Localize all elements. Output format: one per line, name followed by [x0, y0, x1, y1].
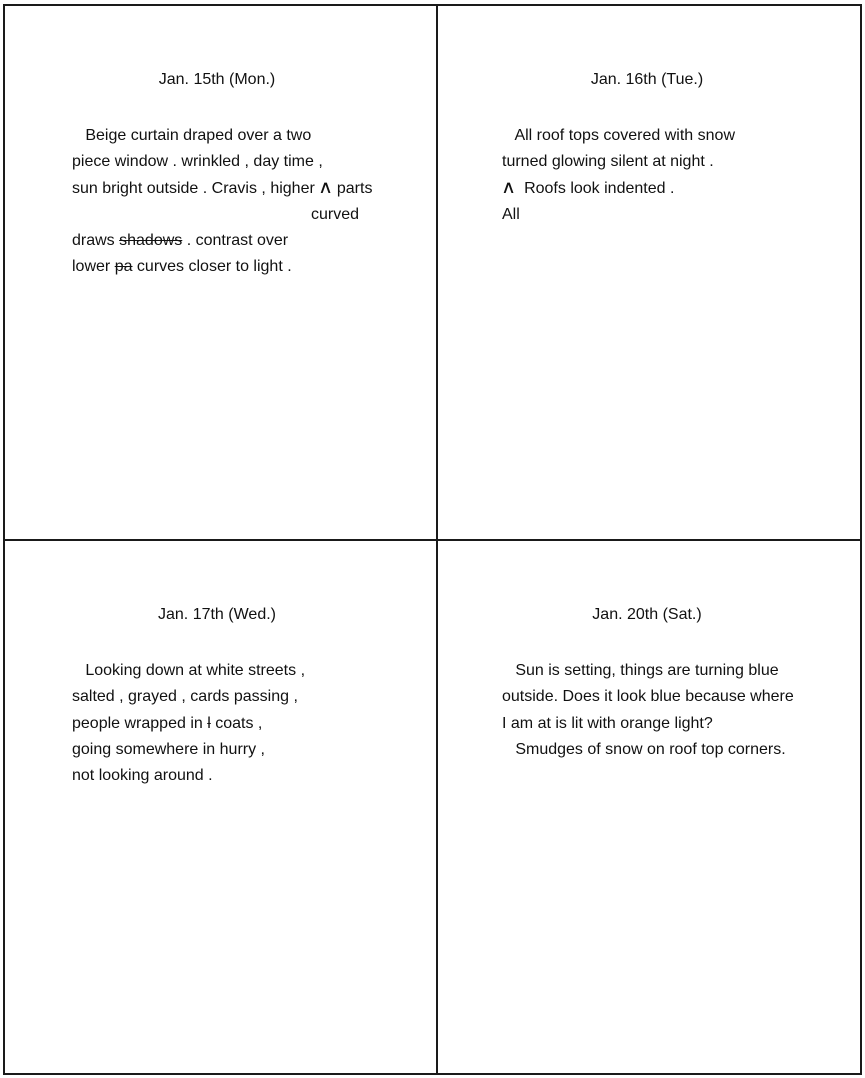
entry-line: All — [502, 205, 520, 223]
entry-line — [72, 254, 432, 280]
entry-line: I am at is lit with orange light? — [502, 714, 713, 732]
journal-entry-jan16 — [502, 70, 862, 228]
entry-line: Sun is setting, things are turning blue — [502, 662, 779, 679]
entry-date: Jan. 15th (Mon.) — [158, 71, 276, 88]
entry-text: sun bright outside . Cravis , higher — [72, 179, 320, 197]
journal-entry-jan15 — [72, 70, 432, 281]
inserted-word: curved — [311, 205, 360, 223]
entry-text: people wrapped in — [72, 714, 208, 732]
journal-entry-jan17 — [72, 605, 432, 789]
struck-word: pa — [114, 258, 133, 276]
entry-line: All roof tops covered with snow — [502, 127, 735, 144]
entry-text: lower — [72, 258, 115, 276]
entry-date: Jan. 16th (Tue.) — [590, 71, 704, 88]
entry-line: Beige curtain draped over a two — [72, 127, 312, 144]
insertion-caret: ∧ — [318, 176, 334, 197]
entry-text: Roofs look indented . — [515, 179, 675, 197]
entry-line: Smudges of snow on roof top corners. — [502, 740, 786, 758]
entry-text: . contrast over — [182, 232, 289, 250]
entry-text: parts — [332, 179, 373, 197]
journal-entry-jan20 — [502, 605, 862, 763]
entry-date: Jan. 20th (Sat.) — [592, 606, 702, 623]
entry-line: outside. Does it look blue because where — [502, 688, 794, 706]
entry-line — [72, 711, 432, 737]
entry-line — [72, 228, 432, 254]
entry-text: curves closer to light . — [132, 258, 292, 276]
entry-line: Looking down at white streets , — [72, 662, 306, 679]
struck-word: shadows — [119, 232, 183, 250]
entry-line: piece window . wrinkled , day time , — [72, 153, 323, 171]
entry-line: going somewhere in hurry , — [72, 740, 265, 758]
struck-word: l — [207, 714, 211, 732]
horizontal-divider — [5, 539, 860, 541]
entry-line — [72, 176, 432, 202]
insertion-caret: ∧ — [501, 176, 517, 197]
entry-line: salted , grayed , cards passing , — [72, 688, 298, 706]
entry-date: Jan. 17th (Wed.) — [158, 606, 276, 623]
entry-line: turned glowing silent at night . — [502, 153, 714, 171]
entry-line: not looking around . — [72, 767, 213, 785]
entry-line — [502, 176, 862, 202]
entry-text: draws — [72, 232, 120, 250]
entry-text: coats , — [210, 714, 263, 732]
